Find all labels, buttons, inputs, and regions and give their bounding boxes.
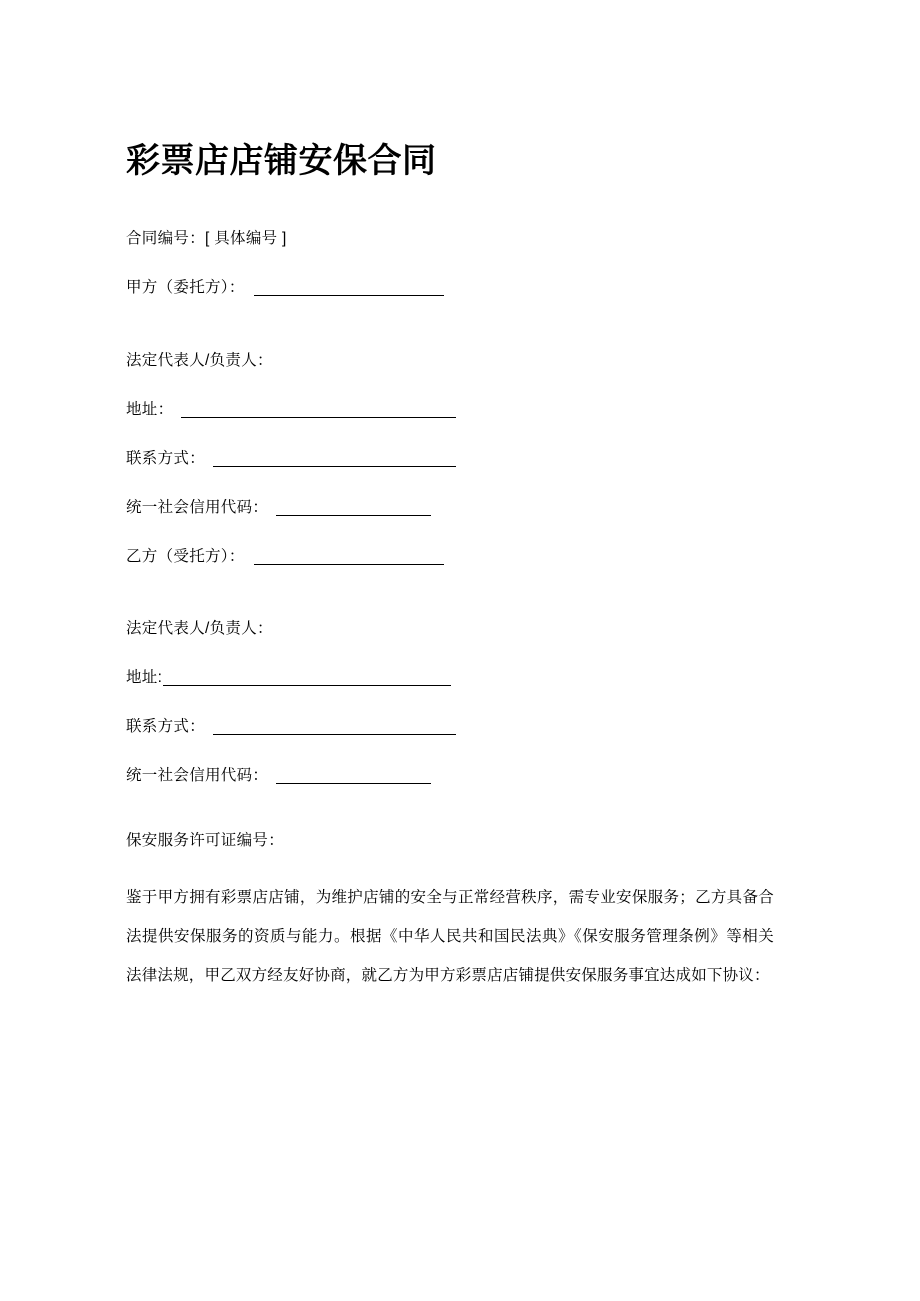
party-b-heading-label: 乙方（受托方）：	[126, 548, 245, 565]
party-a-address-fill-rule[interactable]	[181, 417, 456, 418]
contract-number-line: 合同编号：[ 具体编号 ]	[126, 230, 287, 247]
party-a-credit-code-fill-rule[interactable]	[276, 515, 431, 516]
party-a-credit-code-row	[126, 495, 794, 521]
party-a-contact-row	[126, 446, 794, 472]
party-a-contact-label: 联系方式：	[126, 450, 206, 467]
party-a-credit-code-label: 统一社会信用代码：	[126, 499, 269, 516]
party-b-credit-code-fill-rule[interactable]	[276, 783, 431, 784]
party-a-address-label: 地址：	[126, 401, 174, 418]
party-a-heading-row	[126, 275, 794, 301]
party-b-credit-code-label: 统一社会信用代码：	[126, 767, 269, 784]
party-b-address-fill-rule[interactable]	[163, 685, 451, 686]
party-b-contact-label: 联系方式：	[126, 718, 206, 735]
page-title: 彩票店店铺安保合同	[126, 142, 437, 180]
party-b-address-row	[126, 665, 794, 691]
party-a-contact-fill-rule[interactable]	[213, 466, 456, 467]
party-a-heading-label: 甲方（委托方）：	[126, 279, 245, 296]
party-b-credit-code-row	[126, 763, 794, 789]
party-a-address-row	[126, 397, 794, 423]
party-a-name-fill-rule[interactable]	[254, 295, 444, 296]
preamble-paragraph: 鉴于甲方拥有彩票店店铺，为维护店铺的安全与正常经营秩序，需专业安保服务；乙方具备合法提供安保服务的资质与能力。根据《中华人民共和国民法典》《保安服务管理条例》等相关法律法规，甲乙双方经友好协商，就乙方为甲方彩票店店铺提供安保服务事宜达成如下协议：	[126, 889, 774, 984]
party-b-legal-rep-label: 法定代表人/负责人：	[126, 620, 273, 637]
party-b-heading-row	[126, 544, 794, 570]
party-b-name-fill-rule[interactable]	[254, 564, 444, 565]
party-a-legal-rep-label: 法定代表人/负责人：	[126, 352, 273, 369]
party-b-address-label: 地址:	[126, 669, 163, 686]
party-b-contact-fill-rule[interactable]	[213, 734, 456, 735]
party-b-contact-row	[126, 714, 794, 740]
security-license-label: 保安服务许可证编号：	[126, 832, 285, 849]
